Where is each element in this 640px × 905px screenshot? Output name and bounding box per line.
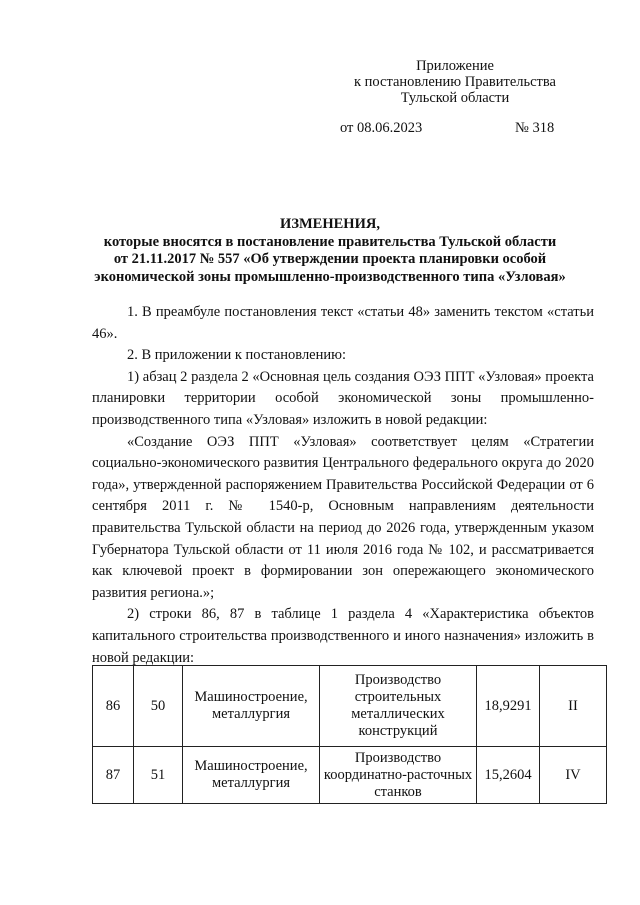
industry-cell: Машиностроение, металлургия (183, 666, 320, 747)
row-number-cell: 87 (93, 747, 134, 804)
production-cell: Производство строительных металлических конструкций (320, 666, 477, 747)
appendix-header (330, 58, 580, 106)
paragraph-2: 2. В приложении к постановлению: (127, 347, 347, 364)
table-row (93, 666, 607, 747)
title-line-1: ИЗМЕНЕНИЯ, (280, 216, 380, 232)
resolution-date: от 08.06.2023 (340, 120, 423, 136)
object-number-cell: 50 (134, 666, 183, 747)
appendix-line-1: Приложение (416, 58, 494, 74)
class-cell: II (540, 666, 607, 747)
paragraph-5: 2) строки 86, 87 в таблице 1 раздела 4 «Характеристика объектов капитального строительства производственного и иного назначения» изложить в новой редакции: (92, 606, 594, 666)
document-title (70, 216, 590, 286)
objects-table (92, 665, 607, 804)
class-cell: IV (540, 747, 607, 804)
table-row (93, 747, 607, 804)
document-body (92, 302, 594, 669)
appendix-line-2: к постановлению Правительства (354, 74, 556, 90)
row-number-cell: 86 (93, 666, 134, 747)
paragraph-3: 1) абзац 2 раздела 2 «Основная цель создания ОЭЗ ППТ «Узловая» проекта планировки территории особой экономической зоны промышленно-производственного типа «Узловая» изложить в новой редакции: (92, 368, 594, 428)
date-number-line (340, 120, 560, 137)
area-cell: 15,2604 (477, 747, 540, 804)
appendix-line-3: Тульской области (400, 90, 510, 106)
industry-cell: Машиностроение, металлургия (183, 747, 320, 804)
paragraph-4: «Создание ОЭЗ ППТ «Узловая» соответствует целям «Стратегии социально-экономического развития Центрального федерального округа до 2020 года», утвержденной распоряжением Правительства Российской Федерации от 6 сентября 2011 г. № 1540-р, Основным направлениям деятельности правительства Тульской области на период до 2026 года, утвержденным указом Губернатора Тульской области от 11 июля 2016 года № 102, и рассматривается как ключевой проект в формировании зон опережающего экономического развития региона.»; (92, 433, 594, 601)
title-line-2: которые вносятся в постановление правительства Тульской области (103, 233, 557, 250)
paragraph-1: 1. В преамбуле постановления текст «статьи 48» заменить текстом «статьи 46». (92, 304, 594, 342)
object-number-cell: 51 (134, 747, 183, 804)
area-cell: 18,9291 (477, 666, 540, 747)
title-line-3: от 21.11.2017 № 557 «Об утверждении проекта планировки особой (113, 251, 547, 267)
production-cell: Производство координатно-расточных станков (320, 747, 477, 804)
resolution-number: № 318 (515, 120, 555, 136)
title-line-4: экономической зоны промышленно-производственного типа «Узловая» (94, 268, 566, 285)
